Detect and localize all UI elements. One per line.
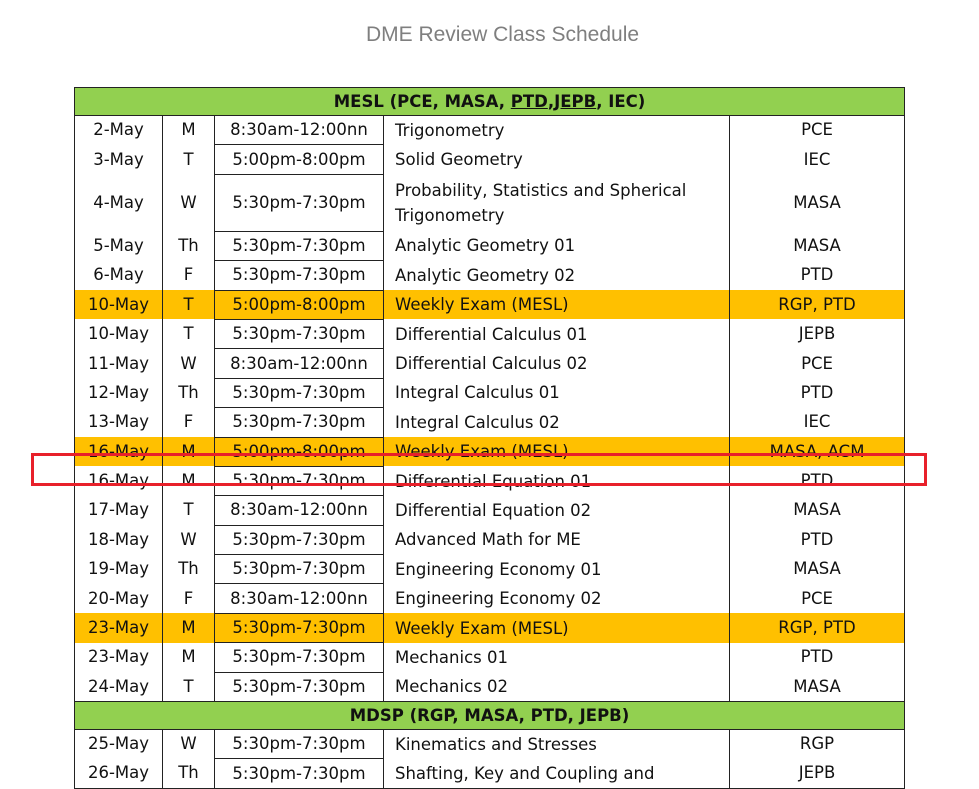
lecturer-cell: JEPB xyxy=(730,759,905,788)
day-cell: M xyxy=(163,466,215,495)
table-row xyxy=(75,231,905,260)
time-cell: 5:00pm-8:00pm xyxy=(215,437,384,466)
schedule-table xyxy=(74,87,905,789)
lecturer-cell: MASA xyxy=(730,174,905,231)
subject-cell: Engineering Economy 01 xyxy=(384,555,730,584)
day-cell: W xyxy=(163,349,215,378)
lecturer-cell: RGP, PTD xyxy=(730,613,905,642)
subject-cell: Analytic Geometry 02 xyxy=(384,261,730,290)
section-header-cell: MDSP (RGP, MASA, PTD, JEPB) xyxy=(75,702,905,730)
day-cell: T xyxy=(163,319,215,348)
day-cell: W xyxy=(163,174,215,231)
date-cell: 16-May xyxy=(75,437,163,466)
day-cell: W xyxy=(163,730,215,759)
day-cell: T xyxy=(163,672,215,701)
lecturer-cell: JEPB xyxy=(730,319,905,348)
subject-cell: Analytic Geometry 01 xyxy=(384,231,730,260)
subject-cell: Probability, Statistics and Spherical Trigonometry xyxy=(384,174,730,231)
lecturer-cell: PTD xyxy=(730,261,905,290)
table-row xyxy=(75,378,905,407)
lecturer-cell: PTD xyxy=(730,643,905,672)
date-cell: 17-May xyxy=(75,496,163,525)
date-cell: 4-May xyxy=(75,174,163,231)
date-cell: 13-May xyxy=(75,408,163,437)
lecturer-cell: PCE xyxy=(730,584,905,613)
date-cell: 23-May xyxy=(75,613,163,642)
time-cell: 5:30pm-7:30pm xyxy=(215,408,384,437)
date-cell: 20-May xyxy=(75,584,163,613)
lecturer-cell: PTD xyxy=(730,378,905,407)
section-header-mdsp xyxy=(75,702,905,730)
lecturer-cell: PTD xyxy=(730,466,905,495)
lecturer-cell: MASA xyxy=(730,231,905,260)
section-header-cell: MESL (PCE, MASA, PTD,JEPB, IEC) xyxy=(75,88,905,116)
time-cell: 8:30am-12:00nn xyxy=(215,584,384,613)
day-cell: Th xyxy=(163,378,215,407)
date-cell: 3-May xyxy=(75,145,163,174)
date-cell: 18-May xyxy=(75,525,163,554)
table-row xyxy=(75,759,905,788)
subject-cell: Weekly Exam (MESL) xyxy=(384,613,730,642)
section-header-mesl xyxy=(75,88,905,116)
document-title: DME Review Class Schedule xyxy=(365,23,640,46)
day-cell: F xyxy=(163,584,215,613)
table-row xyxy=(75,555,905,584)
exam-row xyxy=(75,290,905,319)
table-row xyxy=(75,261,905,290)
time-cell: 5:30pm-7:30pm xyxy=(215,613,384,642)
subject-cell: Kinematics and Stresses xyxy=(384,730,730,759)
day-cell: W xyxy=(163,525,215,554)
time-cell: 5:30pm-7:30pm xyxy=(215,466,384,495)
day-cell: T xyxy=(163,145,215,174)
time-cell: 5:30pm-7:30pm xyxy=(215,261,384,290)
time-cell: 5:00pm-8:00pm xyxy=(215,145,384,174)
subject-cell: Mechanics 01 xyxy=(384,643,730,672)
time-cell: 8:30am-12:00nn xyxy=(215,349,384,378)
table-row xyxy=(75,349,905,378)
day-cell: Th xyxy=(163,555,215,584)
subject-cell: Differential Equation 02 xyxy=(384,496,730,525)
table-row xyxy=(75,174,905,231)
subject-cell: Weekly Exam (MESL) xyxy=(384,290,730,319)
lecturer-cell: PCE xyxy=(730,116,905,145)
lecturer-cell: MASA xyxy=(730,496,905,525)
date-cell: 10-May xyxy=(75,319,163,348)
time-cell: 5:30pm-7:30pm xyxy=(215,555,384,584)
day-cell: F xyxy=(163,261,215,290)
subject-cell: Differential Calculus 02 xyxy=(384,349,730,378)
day-cell: M xyxy=(163,613,215,642)
lecturer-cell: MASA, ACM xyxy=(730,437,905,466)
subject-cell: Differential Equation 01 xyxy=(384,466,730,495)
time-cell: 5:30pm-7:30pm xyxy=(215,525,384,554)
date-cell: 5-May xyxy=(75,231,163,260)
day-cell: Th xyxy=(163,231,215,260)
date-cell: 12-May xyxy=(75,378,163,407)
time-cell: 5:30pm-7:30pm xyxy=(215,730,384,759)
day-cell: Th xyxy=(163,759,215,788)
subject-cell: Differential Calculus 01 xyxy=(384,319,730,348)
time-cell: 8:30am-12:00nn xyxy=(215,116,384,145)
time-cell: 5:00pm-8:00pm xyxy=(215,290,384,319)
lecturer-cell: IEC xyxy=(730,408,905,437)
subject-cell: Trigonometry xyxy=(384,116,730,145)
date-cell: 23-May xyxy=(75,643,163,672)
exam-row xyxy=(75,613,905,642)
lecturer-cell: MASA xyxy=(730,672,905,701)
day-cell: T xyxy=(163,290,215,319)
day-cell: M xyxy=(163,643,215,672)
subject-cell: Weekly Exam (MESL) xyxy=(384,437,730,466)
day-cell: M xyxy=(163,437,215,466)
time-cell: 5:30pm-7:30pm xyxy=(215,672,384,701)
subject-cell: Advanced Math for ME xyxy=(384,525,730,554)
subject-cell: Shafting, Key and Coupling and xyxy=(384,759,730,788)
highlight-box xyxy=(31,453,927,486)
time-cell: 5:30pm-7:30pm xyxy=(215,231,384,260)
table-row xyxy=(75,643,905,672)
date-cell: 25-May xyxy=(75,730,163,759)
table-row xyxy=(75,496,905,525)
time-cell: 5:30pm-7:30pm xyxy=(215,759,384,788)
table-row xyxy=(75,584,905,613)
lecturer-cell: PTD xyxy=(730,525,905,554)
lecturer-cell: MASA xyxy=(730,555,905,584)
lecturer-cell: RGP xyxy=(730,730,905,759)
lecturer-cell: IEC xyxy=(730,145,905,174)
subject-cell: Integral Calculus 01 xyxy=(384,378,730,407)
table-row xyxy=(75,672,905,701)
subject-cell: Mechanics 02 xyxy=(384,672,730,701)
day-cell: T xyxy=(163,496,215,525)
subject-cell: Solid Geometry xyxy=(384,145,730,174)
date-cell: 24-May xyxy=(75,672,163,701)
lecturer-cell: PCE xyxy=(730,349,905,378)
date-cell: 26-May xyxy=(75,759,163,788)
time-cell: 5:30pm-7:30pm xyxy=(215,378,384,407)
time-cell: 8:30am-12:00nn xyxy=(215,496,384,525)
date-cell: 6-May xyxy=(75,261,163,290)
time-cell: 5:30pm-7:30pm xyxy=(215,174,384,231)
subject-cell: Engineering Economy 02 xyxy=(384,584,730,613)
table-row xyxy=(75,525,905,554)
date-cell: 2-May xyxy=(75,116,163,145)
table-row xyxy=(75,408,905,437)
table-row xyxy=(75,145,905,174)
lecturer-cell: RGP, PTD xyxy=(730,290,905,319)
table-row xyxy=(75,116,905,145)
day-cell: M xyxy=(163,116,215,145)
time-cell: 5:30pm-7:30pm xyxy=(215,643,384,672)
date-cell: 11-May xyxy=(75,349,163,378)
table-row xyxy=(75,730,905,759)
time-cell: 5:30pm-7:30pm xyxy=(215,319,384,348)
date-cell: 16-May xyxy=(75,466,163,495)
table-row xyxy=(75,319,905,348)
date-cell: 19-May xyxy=(75,555,163,584)
subject-cell: Integral Calculus 02 xyxy=(384,408,730,437)
date-cell: 10-May xyxy=(75,290,163,319)
day-cell: F xyxy=(163,408,215,437)
